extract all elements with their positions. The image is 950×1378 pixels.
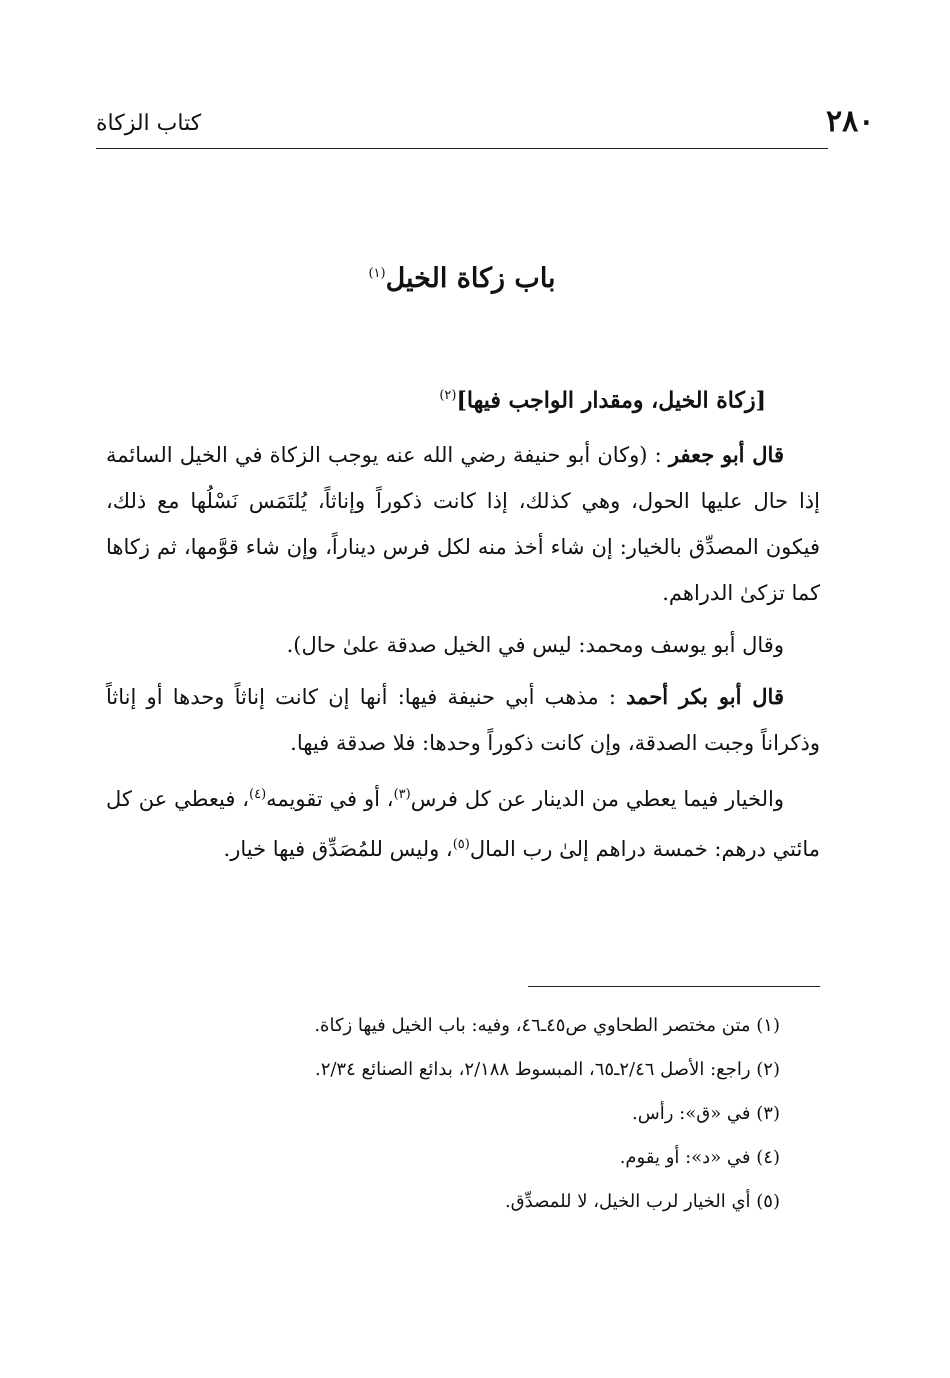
paragraph-text: : مذهب أبي حنيفة فيها: أنها إن كانت إناثاً وحدها أو إناثاً وذكراناً وجبت الصدقة، وإن كانت ذكوراً وحدها: فلا صدقة فيها. — [106, 685, 820, 755]
chapter-footnote-ref: (١) — [368, 266, 386, 281]
footnote-ref: (٣) — [393, 787, 411, 802]
chapter-heading — [96, 252, 828, 301]
footnote: (١) متن مختصر الطحاوي ص٤٥ـ٤٦، وفيه: باب الخيل فيها زكاة. — [314, 1015, 780, 1036]
footnote: (٢) راجع: الأصل ٢/٤٦ـ٦٥، المبسوط ٢/١٨٨، بدائع الصنائع ٢/٣٤. — [314, 1059, 780, 1080]
footnote-divider — [528, 986, 820, 987]
section-title-text: [زكاة الخيل، ومقدار الواجب فيها] — [456, 387, 766, 414]
section-heading — [439, 376, 766, 420]
page-number: ٢٨٠ — [826, 104, 875, 139]
paragraph-text: وقال أبو يوسف ومحمد: ليس في الخيل صدقة علىٰ حال). — [286, 633, 784, 657]
paragraph — [106, 622, 820, 668]
paragraph-text: ، أو في تقويمه — [266, 787, 394, 811]
chapter-title-text: باب زكاة الخيل — [385, 263, 556, 294]
page-header — [96, 102, 875, 149]
paragraph — [106, 674, 820, 766]
paragraph — [106, 432, 820, 616]
footnote: (٥) أي الخيار لرب الخيل، لا للمصدِّق. — [504, 1191, 780, 1212]
paragraph-text: ، فيعطي عن كل مائتي درهم: خمسة دراهم إلىٰ رب المال — [106, 787, 820, 861]
paragraph-text: ، وليس للمُصَدِّق فيها خيار. — [223, 837, 453, 861]
footnote: (٤) في «د»: أو يقوم. — [619, 1147, 780, 1168]
main-text — [106, 432, 820, 878]
section-footnote-ref: (٢) — [439, 388, 457, 403]
paragraph-text: : (وكان أبو حنيفة رضي الله عنه يوجب الزكاة في الخيل السائمة إذا حال عليها الحول، وهي كذلك، إذا كانت ذكوراً وإناثاً، يُلتَمَس نَسْلُها مع ذلك، فيكون المصدِّق بالخيار: إن شاء أخذ منه لكل فرس ديناراً، وإن شاء قوَّمها، ثم زكاها كما تزكىٰ الدراهم. — [106, 443, 820, 605]
speaker-name: قال أبو بكر أحمد — [626, 684, 784, 709]
speaker-name: قال أبو جعفر — [668, 442, 784, 467]
footnote: (٣) في «ق»: رأس. — [632, 1103, 780, 1124]
footnote-ref: (٥) — [452, 837, 470, 852]
paragraph — [106, 772, 820, 872]
footnotes — [140, 1004, 780, 1224]
running-title: كتاب الزكاة — [96, 111, 202, 136]
footnote-ref: (٤) — [249, 787, 267, 802]
paragraph-text: والخيار فيما يعطي من الدينار عن كل فرس — [410, 787, 784, 811]
